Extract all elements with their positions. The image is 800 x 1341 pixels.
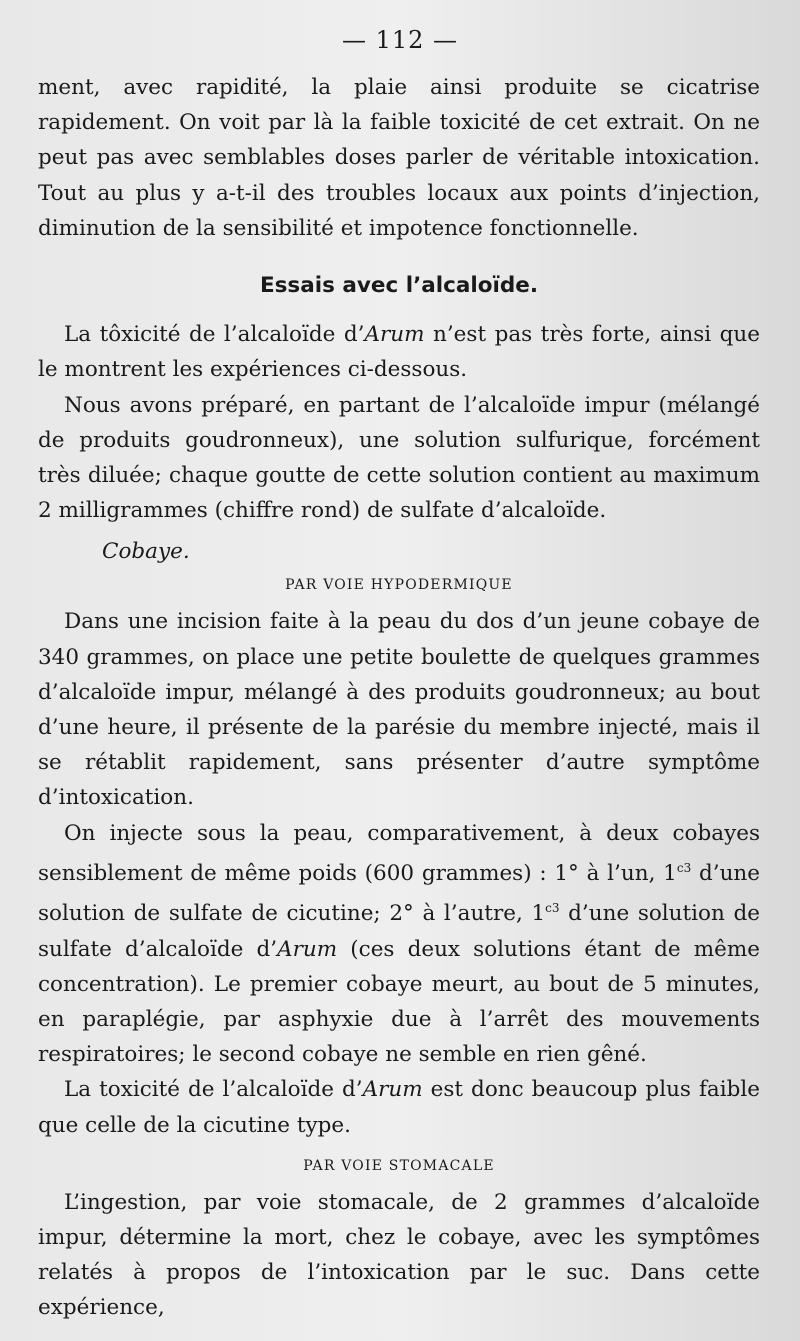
superscript-unit: c3 bbox=[676, 860, 692, 875]
text-run: est donc beaucoup plus faible que celle de la cicutine type. bbox=[38, 1077, 760, 1138]
paragraph-conclusion bbox=[38, 1072, 760, 1142]
italic-genus: Arum bbox=[362, 1077, 423, 1103]
section-heading: Essais avec l’alcaloïde. bbox=[259, 273, 539, 299]
text-run: On injecte sous la peau, comparativement, à deux cobayes sensiblement de même poids (600 grammes) : 1° à l’un, 1 bbox=[38, 820, 760, 887]
superscript-unit: c3 bbox=[545, 901, 560, 916]
subsection-hypodermic: PAR VOIE HYPODERMIQUE bbox=[285, 577, 513, 594]
animal-subheading: Cobaye. bbox=[102, 539, 190, 565]
text-run: d’une solution de sulfate de cicutine; 2° à l’autre, 1 bbox=[38, 861, 761, 927]
text-run: (ces deux solutions étant de même concentration). Le premier cobaye meurt, au bout de 5 minutes, en paraplégie, par asphyxie due à l’arrêt des mouvements respiratoires; le second cobaye ne semble en rien gêné. bbox=[38, 936, 760, 1068]
italic-genus: Arum bbox=[277, 936, 338, 962]
text-run: d’une solution de sulfate d’alcaloïde d’ bbox=[38, 901, 760, 962]
paragraph-comparison bbox=[38, 816, 760, 1073]
page-number: — 112 — bbox=[341, 26, 459, 54]
subsection-stomach: PAR VOIE STOMACALE bbox=[303, 1157, 495, 1174]
page-body bbox=[38, 70, 760, 1326]
paragraph-ingestion: L’ingestion, par voie stomacale, de 2 grammes d’alcaloïde impur, détermine la mort, chez le cobaye, avec les symptômes relatés à propos de l’intoxication par le suc. Dans cette expérience, bbox=[38, 1189, 760, 1321]
paragraph-toxicity bbox=[38, 317, 760, 387]
italic-genus: Arum bbox=[364, 322, 425, 348]
text-run: La tôxicité de l’alcaloïde d’ bbox=[64, 322, 365, 348]
text-run: n’est pas très forte, ainsi que le montrent les expériences ci-dessous. bbox=[38, 322, 760, 383]
paragraph-preparation: Nous avons préparé, en partant de l’alcaloïde impur (mélangé de produits goudronneux), une solution sulfurique, forcément très diluée; chaque goutte de cette solution contient au maximum 2 milligrammes (chiffre rond) de sulfate d’alcaloïde. bbox=[38, 392, 760, 524]
paragraph-incision: Dans une incision faite à la peau du dos d’un jeune cobaye de 340 grammes, on place une petite boulette de quelques grammes d’alcaloïde impur, mélangé à des produits goudronneux; au bout d’une heure, il présente de la parésie du membre injecté, mais il se rétablit rapidement, sans présenter d’autre symptôme d’intoxication. bbox=[38, 609, 760, 811]
text-run: La toxicité de l’alcaloïde d’ bbox=[64, 1077, 363, 1103]
paragraph-continuation: ment, avec rapidité, la plaie ainsi produite se cicatrise rapidement. On voit par là la faible toxicité de cet extrait. On ne peut pas avec semblables doses parler de véritable intoxication. Tout au plus y a-t-il des troubles locaux aux points d’injection, diminution de la sensibilité et impotence fonctionnelle. bbox=[38, 75, 760, 241]
